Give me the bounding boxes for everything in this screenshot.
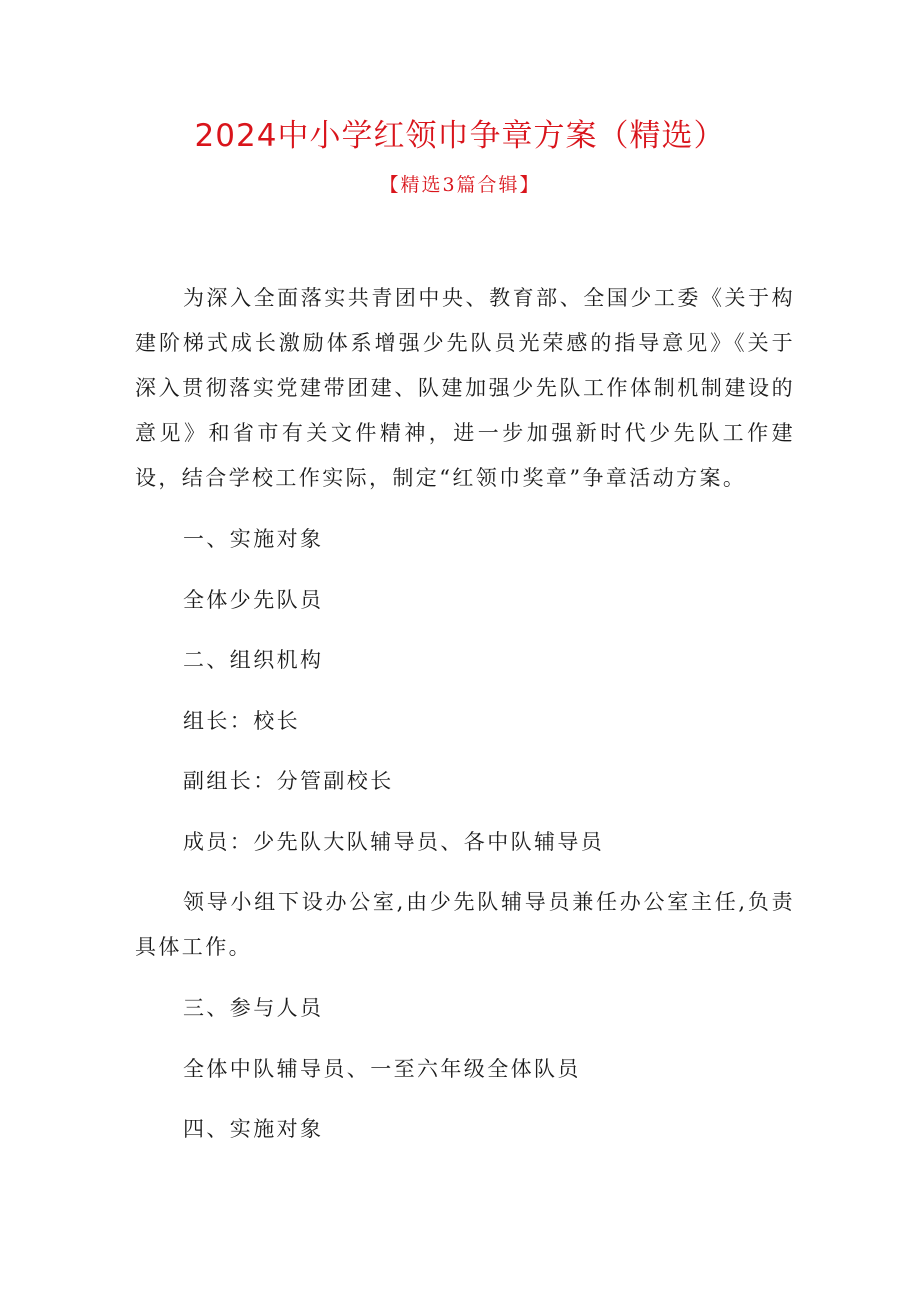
paragraph: 领导小组下设办公室,由少先队辅导员兼任办公室主任,负责具体工作。 [135,890,795,959]
section-heading-1: 一、实施对象 [183,527,324,551]
document-title: 2024中小学红领巾争章方案（精选） [194,118,726,154]
paragraph: 组长：校长 [183,708,300,733]
paragraph: 成员：少先队大队辅导员、各中队辅导员 [183,829,605,854]
document-body [135,276,795,1168]
paragraph: 全体少先队员 [183,587,324,612]
document-subtitle: 【精选3篇合辑】 [379,174,541,196]
section-heading-4: 四、实施对象 [183,1117,324,1141]
paragraph: 副组长：分管副校长 [183,769,394,793]
intro-paragraph: 为深入全面落实共青团中央、教育部、全国少工委《关于构建阶梯式成长激励体系增强少先队员光荣感的指导意见》《关于深入贯彻落实党建带团建、队建加强少先队工作体制机制建设的意见》和省市有关文件精神，进一步加强新时代少先队工作建设，结合学校工作实际，制定“红领巾奖章”争章活动方案。 [135,286,795,490]
section-heading-2: 二、组织机构 [183,648,324,672]
paragraph: 全体中队辅导员、一至六年级全体队员 [183,1056,581,1081]
section-heading-3: 三、参与人员 [183,996,324,1020]
